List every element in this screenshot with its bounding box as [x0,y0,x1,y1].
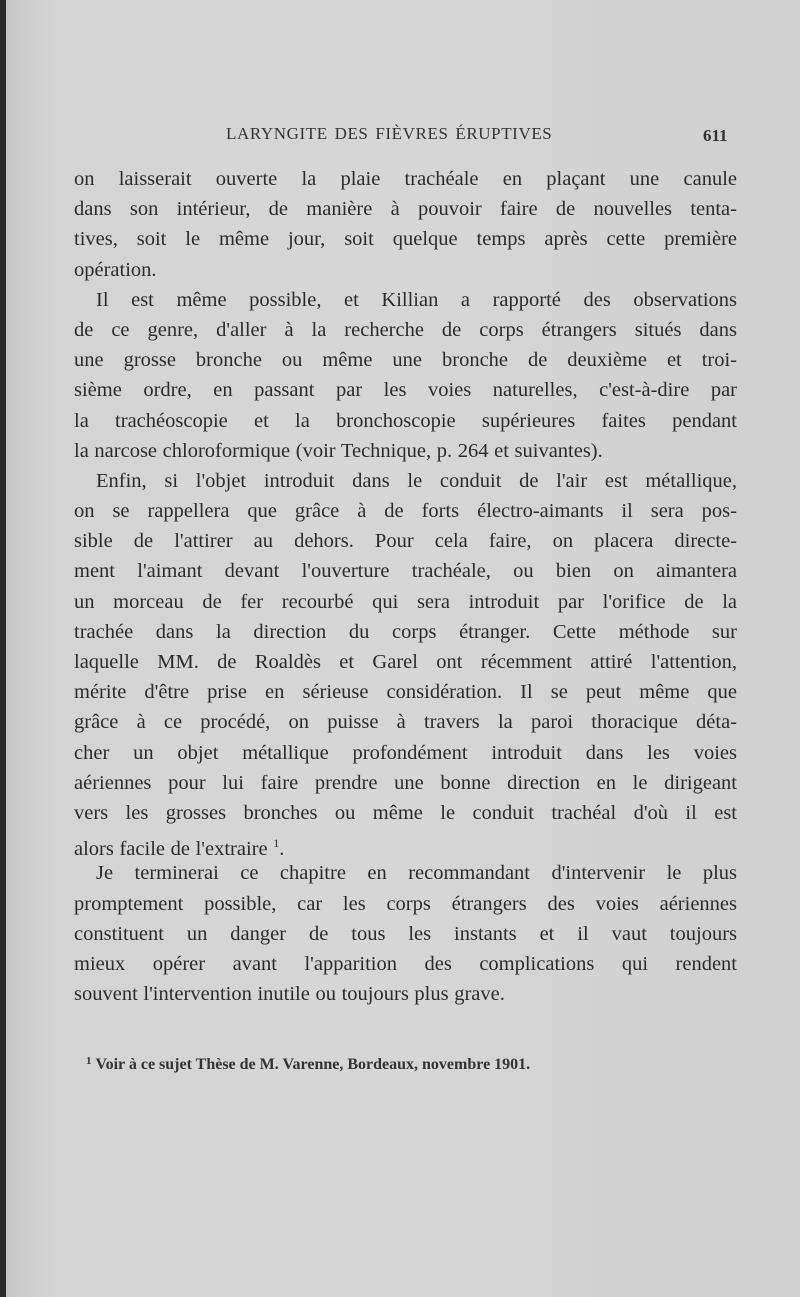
text-line: on laisserait ouverte la plaie trachéale en plaçant une canule [74,168,737,190]
text-line: opération. [74,258,157,281]
text-line: ment l'aimant devant l'ouverture trachéale, ou bien on aimantera [74,560,737,583]
text-line: sible de l'attirer au dehors. Pour cela faire, on placera directe- [74,530,737,553]
running-header [6,124,800,154]
text-line: la narcose chloroformique (voir Technique, p. 264 et suivantes). [74,439,603,462]
text-line: Je terminerai ce chapitre en recommandant d'intervenir le plus [96,862,737,885]
text-line: grâce à ce procédé, on puisse à travers la paroi thoracique déta- [74,711,737,734]
body-text [74,164,737,1009]
text-line: constituent un danger de tous les instants et il vaut toujours [74,922,737,945]
text-line: tives, soit le même jour, soit quelque temps après cette première [74,228,737,251]
text-line: on se rappellera que grâce à de forts électro-aimants il sera pos- [74,500,737,523]
text-line: Enfin, si l'objet introduit dans le conduit de l'air est métallique, [96,469,737,492]
sentence-end: . [279,838,285,861]
paragraph [74,285,737,466]
text-line: aériennes pour lui faire prendre une bonne direction en le dirigeant [74,771,737,794]
text-line: alors facile de l'extraire [74,838,268,861]
text-line: de ce genre, d'aller à la recherche de corps étrangers situés dans [74,318,737,341]
text-line-with-footnote [74,828,737,861]
text-line: sième ordre, en passant par les voies naturelles, c'est-à-dire par [74,379,737,402]
text-line: un morceau de fer recourbé qui sera introduit par l'orifice de la [74,590,737,613]
paragraph [74,858,737,1009]
text-line: cher un objet métallique profondément introduit dans les voies [74,741,737,764]
text-line: la trachéoscopie et la bronchoscopie supérieures faites pendant [74,409,737,432]
text-line: mérite d'être prise en sérieuse considération. Il se peut même que [74,681,737,704]
text-line: souvent l'intervention inutile ou toujours plus grave. [74,983,505,1006]
text-line: laquelle MM. de Roaldès et Garel ont récemment attiré l'attention, [74,651,737,673]
footnote [86,1055,530,1074]
text-line: promptement possible, car les corps étrangers des voies aériennes [74,892,737,915]
text-line: dans son intérieur, de manière à pouvoir faire de nouvelles tenta- [74,198,737,221]
paragraph [74,164,737,285]
text-line: une grosse bronche ou même une bronche de deuxième et troi- [74,349,737,372]
text-line: trachée dans la direction du corps étranger. Cette méthode sur [74,620,737,643]
text-line: mieux opérer avant l'apparition des complications qui rendent [74,952,737,975]
footnote-number: 1 [86,1055,92,1067]
paragraph [74,466,737,861]
text-line: vers les grosses bronches ou même le conduit trachéal d'où il est [74,801,737,824]
text-line: Il est même possible, et Killian a rapporté des observations [96,288,737,311]
footnote-text: Voir à ce sujet Thèse de M. Varenne, Bordeaux, novembre 1901. [95,1056,531,1073]
running-title: LARYNGITE DES FIÈVRES ÉRUPTIVES [226,124,553,143]
book-page [6,0,800,1297]
page-number: 611 [703,126,728,145]
footnote-reference[interactable]: 1 [273,836,280,851]
